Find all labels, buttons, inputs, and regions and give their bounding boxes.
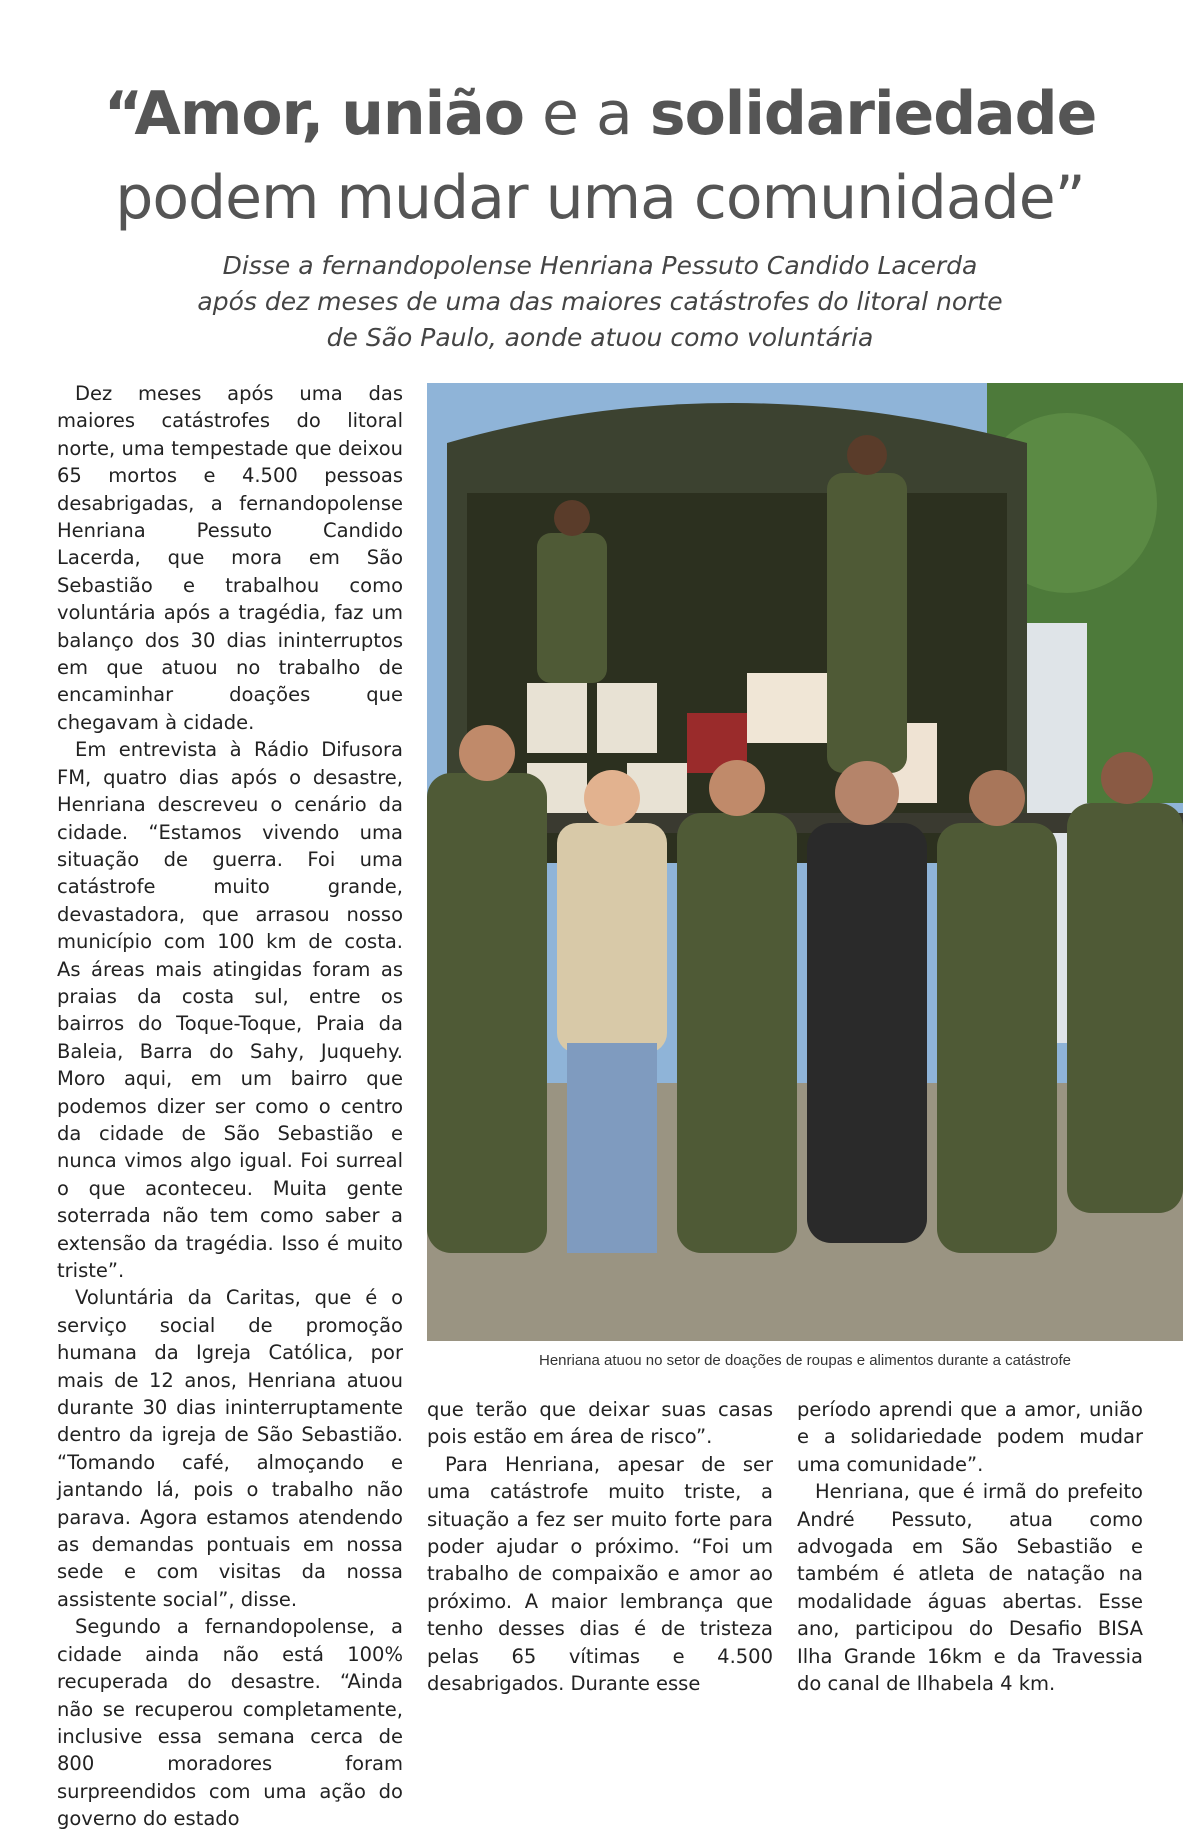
donation-box xyxy=(747,673,837,743)
paragraph: que terão que deixar suas casas pois estão em área de risco”. xyxy=(427,1398,773,1449)
paragraph: período aprendi que a amor, união e a solidariedade podem mudar uma comunidade”. xyxy=(797,1398,1143,1476)
photo-caption: Henriana atuou no setor de doações de roupas e alimentos durante a catástrofe xyxy=(538,1352,1072,1369)
standfirst-line: Disse a fernandopolense Henriana Pessuto Candido Lacerda xyxy=(222,251,978,280)
headline-line-1 xyxy=(0,72,1200,156)
headline-word-ea: e a xyxy=(542,79,632,149)
headline-word-uniao: união xyxy=(341,79,524,149)
volunteers-photo-illustration xyxy=(427,383,1183,1341)
headline-word-solidariedade: solidariedade xyxy=(649,79,1097,149)
article-column-1 xyxy=(57,380,403,1833)
article-column-2 xyxy=(427,1396,773,1697)
paragraph: Segundo a fernandopolense, a cidade ainda não está 100% recuperada do desastre. “Ainda não se recuperou completamente, inclusive essa semana cerca de 800 moradores foram surpreendidos com uma ação do governo do estado xyxy=(57,1615,403,1831)
article-photo xyxy=(427,383,1183,1341)
headline-word-amor: Amor, xyxy=(134,79,324,149)
headline-line-2: podem mudar uma comunidade” xyxy=(115,163,1085,233)
donation-box xyxy=(527,683,587,753)
paragraph: Para Henriana, apesar de ser uma catástrofe muito triste, a situação a fez ser muito forte para poder ajudar o próximo. “Foi um trabalho de compaixão e amor ao próximo. A maior lembrança que tenho desses dias é de tristeza pelas 65 vítimas e 4.500 desabrigados. Durante esse xyxy=(427,1452,773,1696)
paragraph: Voluntária da Caritas, que é o serviço social de promoção humana da Igreja Católica, por mais de 12 anos, Henriana atuou durante 30 dias ininterruptamente dentro da igreja de São Sebastião. “Tomando café, almoçando e jantando lá, pois o trabalho não parava. Agora estamos atendendo as demandas pontuais em nossa sede e com visitas da nossa assistente social”, disse. xyxy=(57,1286,403,1611)
standfirst-line: após dez meses de uma das maiores catástrofes do litoral norte xyxy=(197,287,1003,316)
donation-box xyxy=(597,683,657,753)
paragraph: Dez meses após uma das maiores catástrofes do litoral norte, uma tempestade que deixou 65 mortos e 4.500 pessoas desabrigadas, a fernandopolense Henriana Pessuto Candido Lacerda, que mora em São Sebastião e trabalhou como voluntária após a tragédia, faz um balanço dos 30 dias ininterruptos em que atuou no trabalho de encaminhar doações que chegavam à cidade. xyxy=(57,382,403,734)
headline xyxy=(0,72,1200,240)
standfirst-line: de São Paulo, aonde atuou como voluntária xyxy=(326,323,874,352)
standfirst xyxy=(160,248,1040,356)
article-column-3 xyxy=(797,1396,1143,1697)
paragraph: Henriana, que é irmã do prefeito André Pessuto, atua como advogada em São Sebastião e também é atleta de natação na modalidade águas abertas. Esse ano, participou do Desafio BISA Ilha Grande 16km e da Travessia do canal de Ilhabela 4 km. xyxy=(797,1480,1143,1696)
paragraph: Em entrevista à Rádio Difusora FM, quatro dias após o desastre, Henriana descreveu o cenário da cidade. “Estamos vivendo uma situação de guerra. Foi uma catástrofe muito grande, devastadora, que arrasou nosso município com 100 km de costa. As áreas mais atingidas foram as praias da costa sul, entre os bairros do Toque-Toque, Praia da Baleia, Barra do Sahy, Juquehy. Moro aqui, em um bairro que podemos dizer ser como o centro da cidade de São Sebastião e nunca vimos algo igual. Foi surreal o que aconteceu. Muita gente soterrada não tem como saber a extensão da tragédia. Isso é muito triste”. xyxy=(57,738,403,1282)
headline-open-quote: “ xyxy=(103,79,135,149)
